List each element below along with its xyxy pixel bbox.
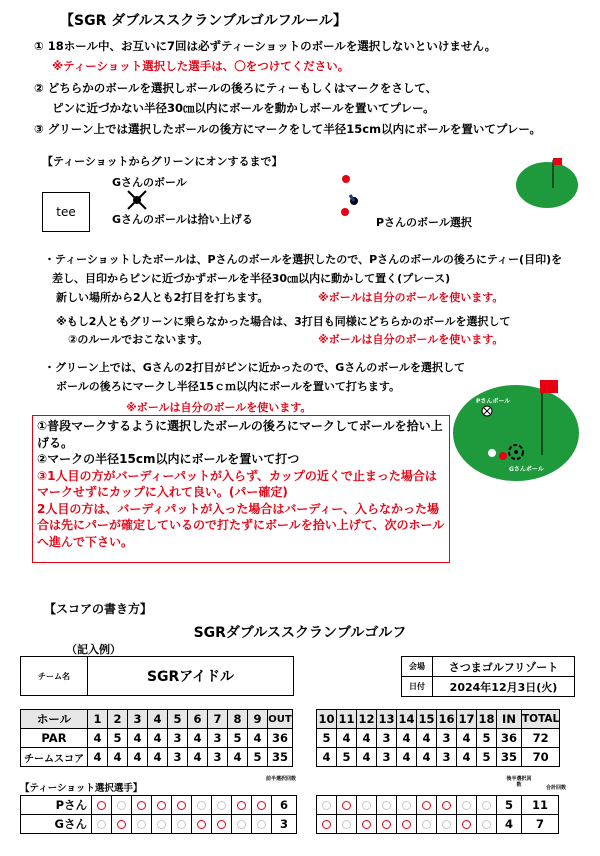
tee-select-cell[interactable] (212, 796, 232, 815)
para1-line2: 差し、目印からピンに近づかずボールを半径30㎝以内に動かして置く(プレース) (52, 272, 451, 285)
hole-6: 6 (188, 710, 208, 729)
example-label: （記入例） (66, 643, 121, 656)
team-in: 35 (497, 748, 522, 767)
para2-line1: ※もし2人ともグリーンに乗らなかった場合は、3打目も同様にどちらかのボールを選択して (56, 315, 511, 328)
back-select-table (316, 795, 559, 834)
score-heading: 【スコアの書き方】 (44, 602, 153, 616)
par-cell: 4 (397, 729, 417, 748)
par-in: 36 (497, 729, 522, 748)
team-cell[interactable]: 4 (188, 748, 208, 767)
front-count: 6 (272, 796, 297, 815)
rule-1-note: ※ティーショット選択した選手は、〇をつけてください。 (52, 59, 350, 73)
score-title: SGRダブルススクランブルゴルフ (193, 625, 407, 641)
back-count: 4 (497, 815, 522, 834)
selected-circle-icon (177, 801, 186, 810)
par-cell: 4 (88, 729, 108, 748)
team-total: 70 (522, 748, 560, 767)
total-count-label: 合計回数 (545, 785, 566, 791)
back-count-label: 後半選択回数 (506, 776, 532, 788)
tee-select-cell[interactable] (192, 796, 212, 815)
unselected-circle-icon (197, 801, 206, 810)
back-count: 5 (497, 796, 522, 815)
box-line-4: 2人目の方は、バーディパットが入った場合はバーディー、入らなかった場合は先にパーが確定しているので打たずにボールを拾い上げて、次のホールへ進んで下さい。 (37, 501, 445, 549)
venue-table (401, 656, 575, 697)
hole-2: 2 (108, 710, 128, 729)
tee-select-cell[interactable] (357, 796, 377, 815)
hole-15: 15 (417, 710, 437, 729)
tee-select-cell[interactable] (92, 815, 112, 834)
hole-8: 8 (228, 710, 248, 729)
unselected-circle-icon (217, 801, 226, 810)
front-count-label: 前半選択回数 (266, 776, 297, 782)
par-cell: 5 (317, 729, 337, 748)
tee-select-cell[interactable] (132, 796, 152, 815)
selected-circle-icon (382, 820, 391, 829)
par-cell: 4 (128, 729, 148, 748)
venue-value: さつまゴルフリゾート (433, 657, 575, 677)
box-line-3: ③1人目の方がバーディーパットが入らず、カップの近くで止まった場合はマークせずにカップに入れて良い。(パー確定) (37, 468, 437, 499)
green-g-label: Gさんボール (509, 466, 544, 473)
para2-line2: ②のルールでおこないます。 (68, 333, 209, 346)
front-score-table (20, 709, 293, 767)
tee-select-cell[interactable] (112, 796, 132, 815)
selected-circle-icon (137, 801, 146, 810)
own-ball-note-2: ※ボールは自分のボールを使います。 (318, 333, 504, 346)
team-cell[interactable]: 4 (148, 748, 168, 767)
box-line-2: ②マークの半径15cm以内にボールを置いて打つ (37, 452, 300, 466)
team-cell[interactable]: 3 (437, 748, 457, 767)
green-icon (512, 155, 582, 211)
par-cell: 5 (228, 729, 248, 748)
tee-select-cell[interactable] (317, 815, 337, 834)
tee-select-cell[interactable] (337, 796, 357, 815)
tee-select-cell[interactable] (212, 815, 232, 834)
selected-circle-icon (442, 801, 451, 810)
unselected-circle-icon (97, 820, 106, 829)
unselected-circle-icon (237, 820, 246, 829)
team-cell[interactable]: 4 (108, 748, 128, 767)
tee-select-cell[interactable] (317, 796, 337, 815)
unselected-circle-icon (382, 801, 391, 810)
box-line-1: ①普段マークするように選択したボールの後ろにマークしてボールを拾い上げる。 (37, 419, 443, 450)
tee-select-cell[interactable] (377, 815, 397, 834)
team-score-label: チームスコア (21, 748, 88, 767)
par-cell: 4 (148, 729, 168, 748)
tee-select-cell[interactable] (417, 815, 437, 834)
out-label: OUT (268, 710, 293, 729)
tee-select-label: 【ティーショット選択選手】 (20, 783, 143, 794)
hole-14: 14 (397, 710, 417, 729)
unselected-circle-icon (442, 820, 451, 829)
tee-select-cell[interactable] (477, 815, 497, 834)
unselected-circle-icon (157, 820, 166, 829)
team-cell[interactable]: 4 (417, 748, 437, 767)
hole-11: 11 (337, 710, 357, 729)
tee-select-cell[interactable] (437, 796, 457, 815)
selected-circle-icon (322, 820, 331, 829)
hole-5: 5 (168, 710, 188, 729)
selected-circle-icon (422, 801, 431, 810)
tee-select-cell[interactable] (377, 796, 397, 815)
par-cell: 4 (337, 729, 357, 748)
tee-select-cell[interactable] (477, 796, 497, 815)
par-cell: 4 (357, 729, 377, 748)
tee-select-cell[interactable] (112, 815, 132, 834)
rule-1: ① 18ホール中、お互いに7回は必ずティーショットのボールを選択しないといけません。 (34, 39, 497, 53)
selected-circle-icon (237, 801, 246, 810)
ball-diagram-icon (330, 170, 370, 220)
unselected-circle-icon (462, 801, 471, 810)
para3-line2: ボールの後ろにマークし半径15ｃｍ以内にボールを置いて打ちます。 (56, 380, 400, 393)
team-cell[interactable]: 4 (397, 748, 417, 767)
rule-2-cont: ピンに近づかない半径30㎝以内にボールを動かしボールを置いてプレー。 (52, 101, 435, 115)
para1-line1: ・ティーショットしたボールは、Pさんのボールを選択したので、Pさんのボールの後ろにティー(目印)を (44, 253, 563, 266)
hole-4: 4 (148, 710, 168, 729)
selected-circle-icon (157, 801, 166, 810)
own-ball-note-1: ※ボールは自分のボールを使います。 (318, 291, 504, 304)
par-cell: 4 (188, 729, 208, 748)
unselected-circle-icon (342, 820, 351, 829)
total-label: TOTAL (522, 710, 560, 729)
player-name: Gさん (21, 815, 92, 834)
unselected-circle-icon (137, 820, 146, 829)
tee-select-cell[interactable] (172, 796, 192, 815)
page-title: 【SGR ダブルススクランブルゴルフルール】 (60, 13, 347, 29)
tee-select-cell[interactable] (172, 815, 192, 834)
unselected-circle-icon (322, 801, 331, 810)
hole-16: 16 (437, 710, 457, 729)
par-out: 36 (268, 729, 293, 748)
hole-label: ホール (21, 710, 88, 729)
par-cell: 4 (457, 729, 477, 748)
date-label: 日付 (402, 677, 433, 697)
team-cell[interactable]: 3 (377, 748, 397, 767)
back-score-table (316, 709, 560, 767)
tee-select-cell[interactable] (397, 815, 417, 834)
green-rules-box (32, 415, 450, 563)
hole-10: 10 (317, 710, 337, 729)
hole-1: 1 (88, 710, 108, 729)
tee-select-cell[interactable] (457, 815, 477, 834)
par-cell: 4 (248, 729, 268, 748)
team-cell[interactable]: 5 (477, 748, 497, 767)
par-cell: 5 (477, 729, 497, 748)
par-cell: 3 (208, 729, 228, 748)
team-name: SGRアイドル (88, 657, 294, 696)
unselected-circle-icon (177, 820, 186, 829)
tee-select-cell[interactable] (252, 796, 272, 815)
team-cell[interactable]: 4 (228, 748, 248, 767)
tee-select-cell[interactable] (397, 796, 417, 815)
total-count: 7 (522, 815, 559, 834)
section-heading: 【ティーショットからグリーンにオンするまで】 (42, 155, 283, 168)
front-select-table (20, 795, 297, 834)
selected-circle-icon (117, 820, 126, 829)
tee-select-cell[interactable] (132, 815, 152, 834)
team-cell[interactable]: 3 (208, 748, 228, 767)
tee-select-cell[interactable] (152, 796, 172, 815)
team-cell[interactable]: 4 (357, 748, 377, 767)
hole-13: 13 (377, 710, 397, 729)
selected-circle-icon (342, 801, 351, 810)
hole-7: 7 (208, 710, 228, 729)
venue-label: 会場 (402, 657, 433, 677)
para3-line1: ・グリーン上では、Gさんの2打目がピンに近かったので、Gさんのボールを選択して (44, 361, 466, 374)
team-cell[interactable]: 4 (128, 748, 148, 767)
par-total: 72 (522, 729, 560, 748)
selected-circle-icon (257, 801, 266, 810)
green-p-label: Pさんボール (476, 398, 511, 405)
para1-line3: 新しい場所から2人とも2打目を打ちます。 (56, 291, 269, 304)
front-count: 3 (272, 815, 297, 834)
par-cell: 3 (377, 729, 397, 748)
unselected-circle-icon (422, 820, 431, 829)
total-count: 11 (522, 796, 559, 815)
tee-select-cell[interactable] (152, 815, 172, 834)
team-cell[interactable]: 5 (248, 748, 268, 767)
tee-select-cell[interactable] (232, 796, 252, 815)
g-ball-label: Gさんのボール (112, 176, 187, 189)
team-table (20, 656, 294, 696)
team-cell[interactable]: 4 (457, 748, 477, 767)
tee-select-cell[interactable] (457, 796, 477, 815)
hole-12: 12 (357, 710, 377, 729)
unselected-circle-icon (362, 801, 371, 810)
hole-17: 17 (457, 710, 477, 729)
hole-9: 9 (248, 710, 268, 729)
tee-select-cell[interactable] (337, 815, 357, 834)
in-label: IN (497, 710, 522, 729)
team-cell[interactable]: 4 (88, 748, 108, 767)
selected-circle-icon (362, 820, 371, 829)
rule-2: ② どちらかのボールを選択しボールの後ろにティーもしくはマークをさして、 (34, 81, 438, 95)
selected-circle-icon (197, 820, 206, 829)
unselected-circle-icon (257, 820, 266, 829)
hole-3: 3 (128, 710, 148, 729)
selected-circle-icon (402, 820, 411, 829)
team-cell[interactable]: 4 (317, 748, 337, 767)
par-cell: 3 (168, 729, 188, 748)
tee-select-cell[interactable] (252, 815, 272, 834)
tee-select-cell[interactable] (417, 796, 437, 815)
g-pick-label: Gさんのボールは拾い上げる (112, 213, 253, 226)
selected-circle-icon (217, 820, 226, 829)
selected-circle-icon (462, 820, 471, 829)
unselected-circle-icon (402, 801, 411, 810)
team-cell[interactable]: 3 (168, 748, 188, 767)
tee-select-cell[interactable] (437, 815, 457, 834)
tee-select-cell[interactable] (92, 796, 112, 815)
p-select-label: Pさんのボール選択 (376, 216, 472, 229)
team-label: チーム名 (21, 657, 88, 696)
date-value: 2024年12月3日(火) (433, 677, 575, 697)
unselected-circle-icon (482, 801, 491, 810)
tee-select-cell[interactable] (357, 815, 377, 834)
par-label: PAR (21, 729, 88, 748)
unselected-circle-icon (482, 820, 491, 829)
team-out: 35 (268, 748, 293, 767)
own-ball-note-3: ※ボールは自分のボールを使います。 (126, 401, 312, 414)
hole-18: 18 (477, 710, 497, 729)
tee-box: tee (42, 192, 90, 232)
player-name: Pさん (21, 796, 92, 815)
team-cell[interactable]: 5 (337, 748, 357, 767)
tee-select-cell[interactable] (232, 815, 252, 834)
par-cell: 3 (437, 729, 457, 748)
par-cell: 4 (417, 729, 437, 748)
rule-3: ③ グリーン上では選択したボールの後方にマークをして半径15cm以内にボールを置いてプレー。 (34, 122, 541, 136)
selected-circle-icon (97, 801, 106, 810)
unselected-circle-icon (117, 801, 126, 810)
g-ball-icon (124, 188, 150, 212)
tee-select-cell[interactable] (192, 815, 212, 834)
par-cell: 5 (108, 729, 128, 748)
